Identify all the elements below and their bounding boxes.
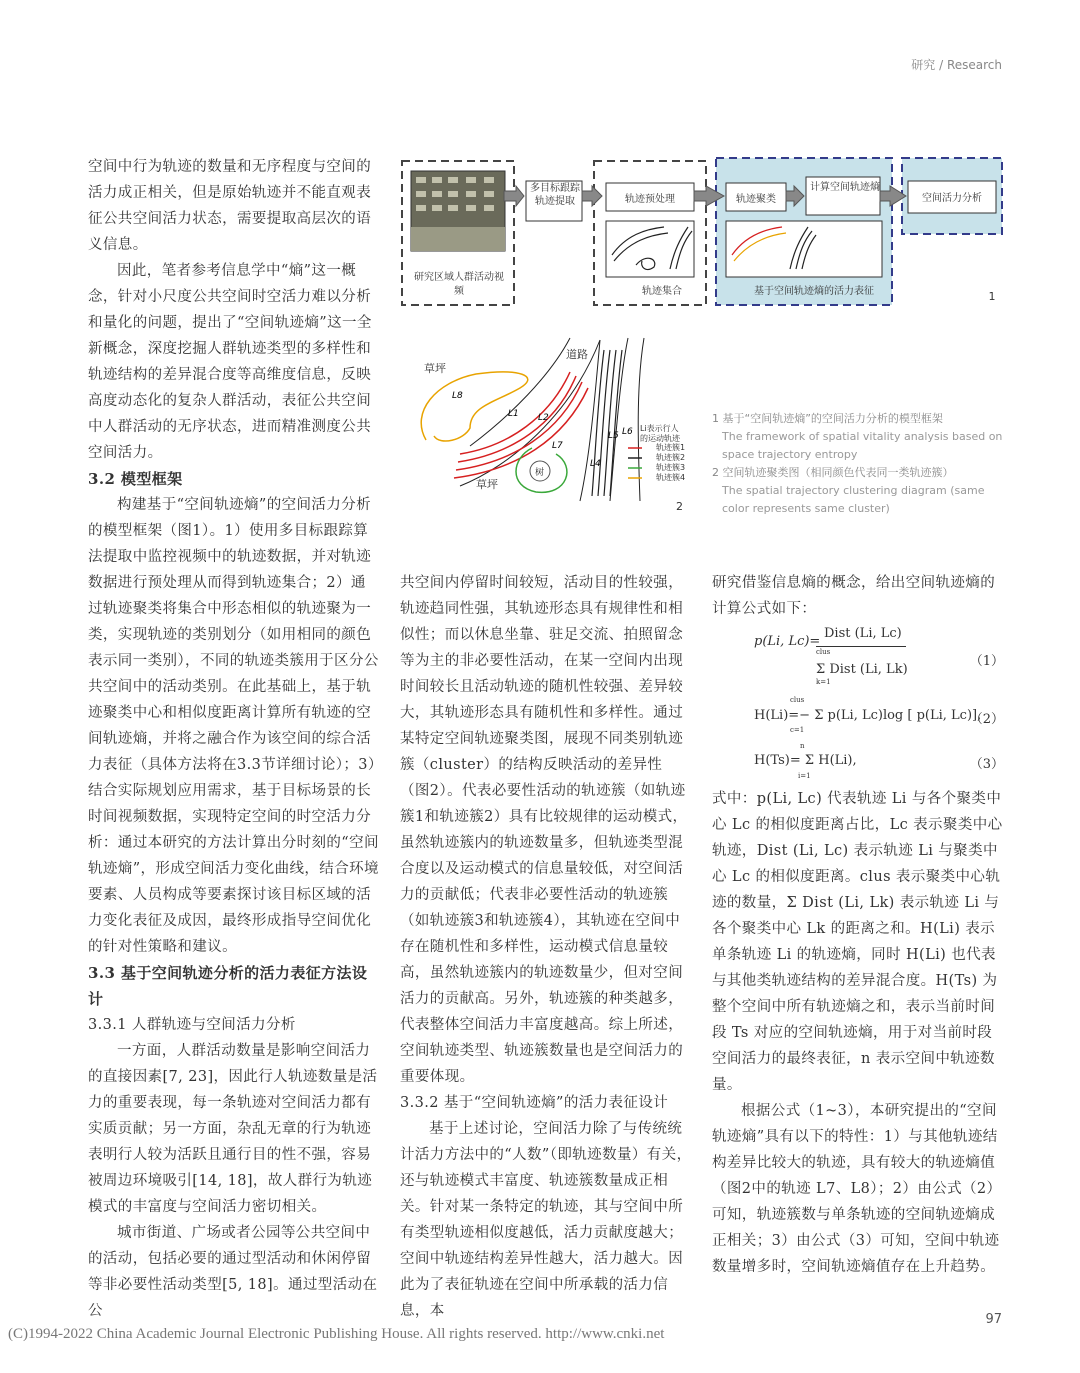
equation-2-sum-top: clus: [790, 696, 805, 704]
fig1-video-label: 研究区域人群活动视频: [414, 272, 504, 297]
column-1-top: [88, 154, 380, 570]
svg-text:L7: L7: [552, 441, 563, 451]
fig2-legend-1: 轨迹簇1: [656, 443, 686, 452]
fig1-set-label: 轨迹集合: [642, 286, 682, 297]
figure-captions: [712, 410, 1012, 518]
equation-3: H(Ts)= Σ H(Li),: [754, 753, 857, 768]
fig1-vitality-label: 基于空间轨迹熵的活力表征: [754, 286, 874, 297]
column-3-body: [712, 786, 1004, 1280]
caption-2-en: The spatial trajectory clustering diagram (same color represents same cluster): [722, 484, 985, 515]
fig2-road: 道路: [566, 348, 588, 361]
equation-3-sum-bottom: i=1: [798, 772, 811, 780]
heading-3-3-2: 3.3.2 基于“空间轨迹熵”的活力表征设计: [400, 1095, 669, 1111]
equation-1-sum-top: clus: [816, 648, 831, 656]
running-header: 研究 / Research: [911, 58, 1002, 72]
fraction-bar: [816, 646, 906, 647]
paragraph: 城市街道、广场或者公园等公共空间中的活动，包括必要的通过型活动和休闲停留等非必要性活动类型[5, 18]。通过型活动在公: [88, 1225, 378, 1319]
fig1-analysis-box: 空间活力分析: [922, 193, 982, 204]
caption-1-cn: 1 基于“空间轨迹熵”的空间活力分析的模型框架: [712, 412, 943, 425]
fig2-grass-bottom: 草坪: [476, 478, 498, 491]
fig2-legend-lines: [628, 448, 642, 478]
equation-2: H(Li)=− Σ p(Li, Lc)log [ p(Li, Lc)],: [754, 708, 982, 723]
equation-1-numerator: Dist (Li, Lc): [824, 626, 902, 641]
fig2-tree: 树: [535, 468, 545, 478]
equation-2-sum-bottom: c=1: [790, 726, 805, 734]
equation-3-sum-top: n: [800, 742, 805, 750]
equation-1-denominator: Σ Dist (Li, Lk): [816, 662, 908, 677]
svg-text:L1: L1: [508, 409, 519, 419]
fig2-legend-title: Li表示行人的运动轨迹: [640, 424, 680, 443]
paragraph: 基于上述讨论，空间活力除了与传统统计活力方法中的“人数”（即轨迹数量）有关，还与轨迹模式丰富度、轨迹簇数量成正相关。针对某一条特定的轨迹，其与空间中所有类型轨迹相似度越低，活力贡献度越大；空间中轨迹结构差异性越大，活力越大。因此为了表征轨迹在空间中所承载的活力信息，本: [400, 1121, 692, 1319]
paragraph: 式中：p(Li, Lc) 代表轨迹 Li 与各个聚类中心 Lc 的相似度距离占比，Lc 表示聚类中心轨迹，Dist (Li, Lc) 表示轨迹 Li 与聚类中心 Lc 的相似度距离。clus 表示聚类中心轨迹的数量，Σ Dist (Li, Lk) 表示轨迹 Li 与各个聚类中心 Lk 的距离之和。H(Li) 表示单条轨迹 Li 的轨迹熵，同时 H(Li) 也代表与其他类轨迹结构的差异混合度。H(Ts) 为整个空间中所有轨迹熵之和，表示当前时间段 Ts 对应的空间轨迹熵，用于对当前时段空间活力的最终表征，n 表示空间中轨迹数量。: [712, 791, 1003, 1093]
fig2-grass-top: 草坪: [424, 362, 446, 375]
fig1-number: 1: [988, 290, 996, 303]
svg-text:L2: L2: [538, 413, 549, 423]
fig1-preprocess-box: 轨迹预处理: [625, 194, 675, 205]
heading-3-3: 3.3 基于空间轨迹分析的活力表征方法设计: [88, 964, 368, 1008]
page-number: 97: [985, 1312, 1002, 1327]
column-2: [400, 570, 692, 1324]
fig1-entropy-box: 计算空间轨迹熵: [810, 182, 880, 193]
copyright-footer: (C)1994-2022 China Academic Journal Electronic Publishing House. All rights reserved. http://www.cnki.net: [8, 1326, 665, 1342]
svg-text:L6: L6: [622, 427, 633, 437]
fig2-legend-4: 轨迹簇4: [656, 473, 686, 482]
column-3-intro: [712, 570, 1004, 622]
paragraph: 因此，笔者参考信息学中“熵”这一概念，针对小尺度公共空间时空活力难以分析和量化的问题，提出了“空间轨迹熵”这一全新概念，深度挖掘人群轨迹类型的多样性和轨迹结构的差异混合度等高维度信息，反映高度动态化的复杂人群活动，表征公共空间中人群活动的无序状态，进而精准测度公共空间活力。: [88, 263, 372, 461]
fig1-cluster-box: 轨迹聚类: [736, 194, 776, 205]
paragraph: 数据进行预处理从而得到轨迹集合；2）通过轨迹聚类将集合中形态相似的轨迹聚为一类，实现轨迹的类别划分（如用相同的颜色表示同一类别），不同的轨迹类簇用于区分公共空间中的活动类别。在此基础上，基于轨迹聚类中心和相似度距离计算所有轨迹的空间轨迹熵，并将之融合作为该空间的综合活力表征（具体方法将在3.3节详细讨论）；3）结合实际规划应用需求，基于目标场景的长时间视频数据，实现特定空间的时空活力分析：通过本研究的方法计算出分时刻的“空间轨迹熵”，形成空间活力变化曲线，结合环境要素、人员构成等要素探讨该目标区域的活力变化表征及成因，最终形成指导空间优化的针对性策略和建议。: [88, 575, 379, 955]
paragraph: 空间中行为轨迹的数量和无序程度与空间的活力成正相关，但是原始轨迹并不能直观表征公共空间活力状态，需要提取高层次的语义信息。: [88, 159, 372, 253]
column-1-bottom: [88, 570, 380, 1324]
caption-1-en: The framework of spatial vitality analysis based on space trajectory entropy: [722, 430, 1003, 461]
equation-2-number: （2）: [969, 712, 1004, 727]
paragraph: 一方面，人群活动数量是影响空间活力的直接因素[7, 23]，因此行人轨迹数量是活力的重要表现，每一条轨迹对空间活力都有实质贡献；另一方面，杂乱无章的行为轨迹表明行人较为活跃且通行目的性不强，容易被周边环境吸引[14, 18]，故人群行为轨迹模式的丰富度与空间活力密切相关。: [88, 1043, 378, 1215]
paragraph: 研究借鉴信息熵的概念，给出空间轨迹熵的计算公式如下：: [712, 575, 996, 617]
paragraph: 共空间内停留时间较短，活动目的性较强，轨迹趋同性强，其轨迹形态具有规律性和相似性；而以休息坐靠、驻足交流、拍照留念等为主的非必要性活动，在某一空间内出现时间较长且活动轨迹的随机性较强、差异较大，其轨迹形态具有随机性和多样性。通过某特定空间轨迹聚类图，展现不同类别轨迹簇（cluster）的结构反映活动的差异性（图2）。代表必要性活动的轨迹簇（如轨迹簇1和轨迹簇2）具有比较规律的运动模式，虽然轨迹簇内的轨迹数量多，但轨迹类型混合度以及运动模式的信息量较低，对空间活力的贡献低；代表非必要性活动的轨迹簇（如轨迹簇3和轨迹簇4），其轨迹在空间中存在随机性和多样性，运动模式信息量较高，虽然轨迹簇内的轨迹数量少，但对空间活力的贡献高。另外，轨迹簇的种类越多，代表整体空间活力丰富度越高。综上所述，空间轨迹类型、轨迹簇数量也是空间活力的重要体现。: [400, 575, 688, 1085]
equation-1-sum-bottom: k=1: [816, 678, 831, 686]
fig2-legend-3: 轨迹簇3: [656, 463, 686, 472]
fig1-tracking-box: 多目标跟踪轨迹提取: [530, 183, 580, 207]
equation-1-lhs: p(Li, Lc)=: [754, 634, 821, 649]
fig2-legend-2: 轨迹簇2: [656, 453, 686, 462]
svg-text:L4: L4: [590, 459, 601, 469]
equation-1-number: （1）: [969, 654, 1004, 669]
caption-2-cn: 2 空间轨迹聚类图（相同颜色代表同一类轨迹簇）: [712, 466, 954, 479]
svg-text:L5: L5: [608, 431, 619, 441]
paragraph: 根据公式（1~3），本研究提出的“空间轨迹熵”具有以下的特性：1）与其他轨迹结构差异比较大的轨迹，具有较大的轨迹熵值（图2中的轨迹 L7、L8）；2）由公式（2）可知，轨迹簇数与单条轨迹的空间轨迹熵成正相关；3）由公式（3）可知，空间中轨迹数量增多时，空间轨迹熵值存在上升趋势。: [712, 1103, 1002, 1275]
fig2-number: 2: [676, 500, 683, 513]
heading-3-3-1: 3.3.1 人群轨迹与空间活力分析: [88, 1017, 296, 1033]
paragraph: 构建基于“空间轨迹熵”的空间活力分析的模型框架（图1）。1）使用多目标跟踪算法提取中监控视频中的轨迹数据，并对轨迹: [88, 497, 372, 565]
svg-text:L8: L8: [452, 391, 463, 401]
heading-3-2: 3.2 模型框架: [88, 470, 183, 488]
equation-3-number: （3）: [969, 757, 1004, 772]
